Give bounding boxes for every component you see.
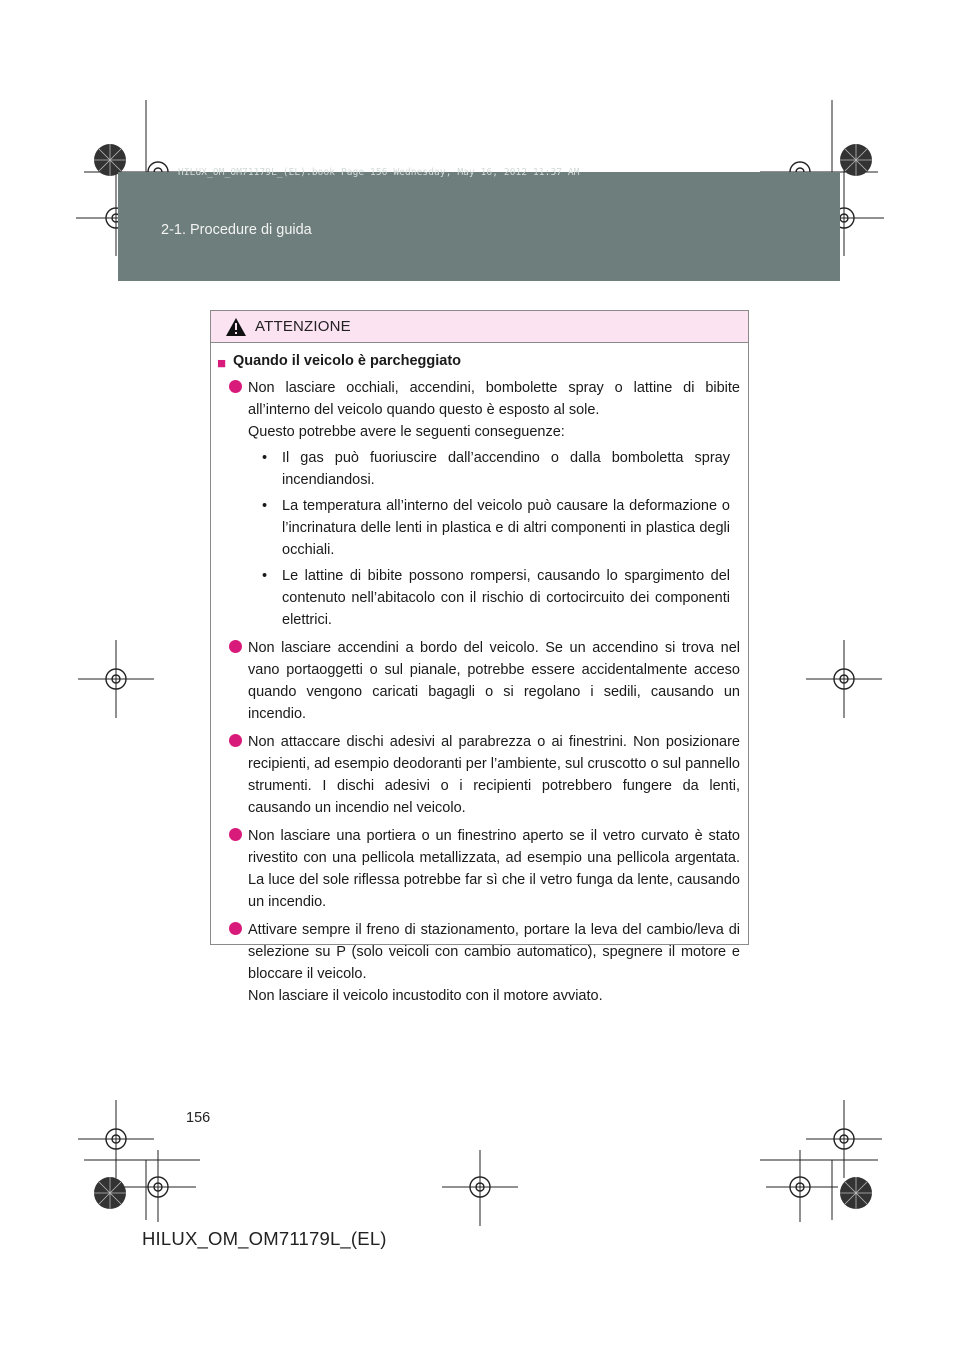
item-text: Non lasciare accendini a bordo del veicolo. Se un accendino si trova nel vano portaoggetti o sul pianale, potrebbe essere accidentalmente acceso quando vengono caricati bagagli o si regolano i sedili, causando un incendio. [248, 640, 740, 722]
warning-header [211, 311, 748, 343]
warning-item [217, 637, 740, 725]
circle-bullet-icon [229, 380, 242, 393]
bullet-icon: • [262, 450, 268, 466]
item-text: Non attaccare dischi adesivi al parabrezza o ai finestrini. Non posizionare recipienti, ad esempio deodoranti per l’ambiente, sul cruscotto o sul pannello strumenti. I dischi adesivi o i recipienti potrebbero fungere da lenti, causando un incendio nel veicolo. [248, 734, 740, 816]
sub-list-item: • La temperatura all’interno del veicolo può causare la deformazione o l’incrinatura delle lenti in plastica e di altri componenti in plastica degli occhiali. [248, 495, 740, 561]
item-text: Attivare sempre il freno di stazionamento, portare la leva del cambio/leva di selezione su P (solo veicoli con cambio automatico), spegnere il motore e bloccare il veicolo. [248, 922, 740, 982]
item-text: Non lasciare occhiali, accendini, bombolette spray o lattine di bibite all’interno del veicolo quando questo è esposto al sole. [248, 380, 740, 418]
warning-body [211, 343, 748, 1007]
warning-item [217, 731, 740, 819]
bullet-icon: • [262, 498, 268, 514]
warning-item [217, 377, 740, 631]
section-title: 2-1. Procedure di guida [161, 222, 312, 238]
circle-bullet-icon [229, 640, 242, 653]
book-stamp: HILUX_OM_OM71179L_(EL).book Page 156 Wednesday, May 16, 2012 11:37 AM [178, 167, 580, 178]
page-number: 156 [186, 1110, 211, 1126]
warning-triangle-icon [225, 317, 247, 337]
sub-list-item: • Le lattine di bibite possono rompersi, causando lo spargimento del contenuto nell’abitacolo con il rischio di cortocircuito dei componenti elettrici. [248, 565, 740, 631]
item-text: Non lasciare il veicolo incustodito con il motore avviato. [248, 988, 603, 1004]
circle-bullet-icon [229, 828, 242, 841]
sub-list-item: • Il gas può fuoriuscire dall’accendino o dalla bomboletta spray incendiandosi. [248, 447, 740, 491]
circle-bullet-icon [229, 734, 242, 747]
bullet-icon: • [262, 568, 268, 584]
warning-title: ATTENZIONE [255, 318, 351, 335]
document-code: HILUX_OM_OM71179L_(EL) [142, 1228, 387, 1249]
item-text: Non lasciare una portiera o un finestrino aperto se il vetro curvato è stato rivestito con una pellicola metallizzata, ad esempio una pellicola argentata. La luce del sole riflessa potrebbe far sì che il vetro funga da lente, causando un incendio. [248, 828, 740, 910]
item-text: Questo potrebbe avere le seguenti conseguenze: [248, 424, 565, 440]
circle-bullet-icon [229, 922, 242, 935]
square-bullet-icon: ■ [217, 355, 227, 372]
warning-box [210, 310, 749, 1004]
warning-item [217, 825, 740, 913]
warning-subheading: ■ Quando il veicolo è parcheggiato [217, 353, 462, 372]
warning-item [217, 919, 740, 1007]
